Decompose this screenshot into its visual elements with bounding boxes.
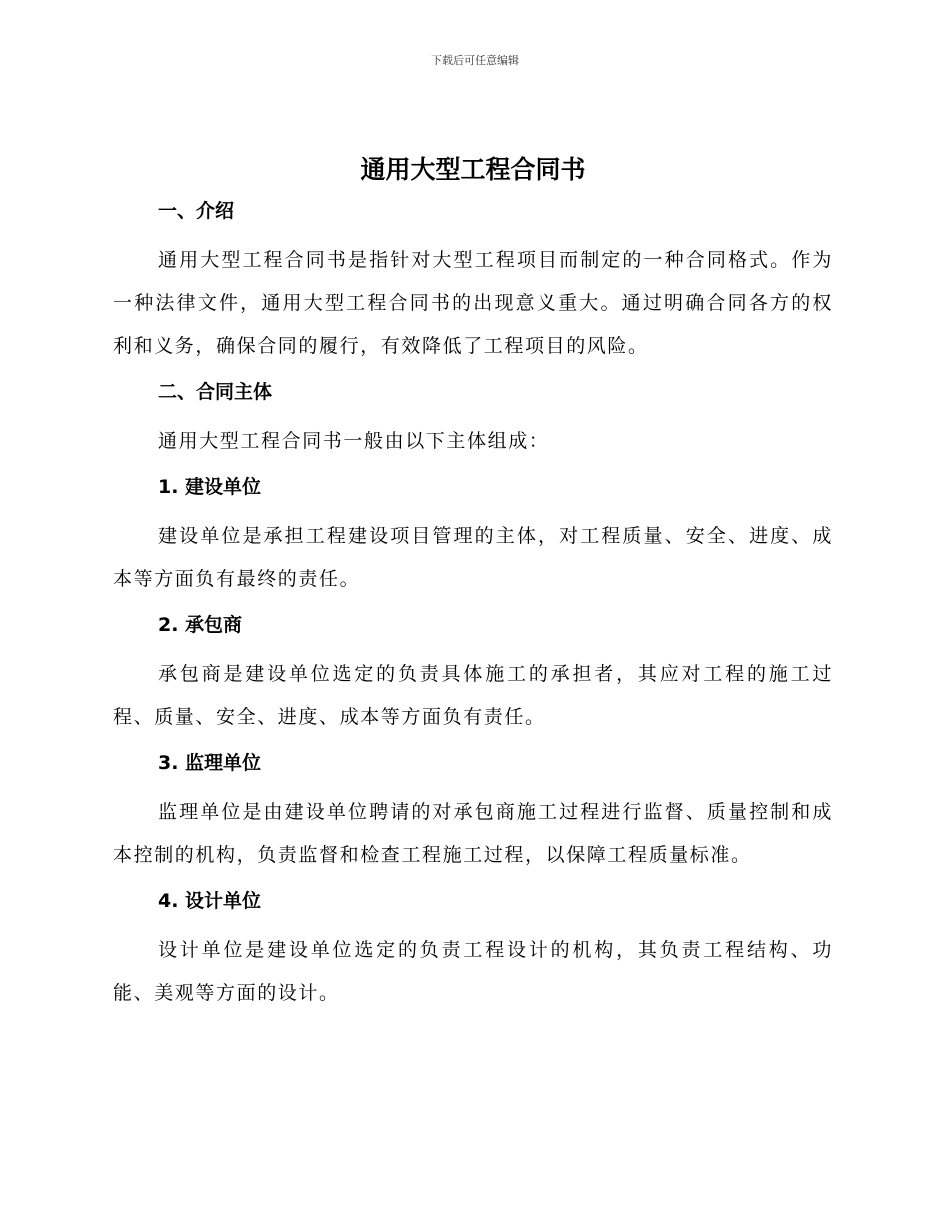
- section-heading-intro: 一、介绍: [158, 200, 235, 222]
- section-heading-parties: 二、合同主体: [158, 381, 273, 403]
- section-text-intro: 通用大型工程合同书是指针对大型工程项目而制定的一种合同格式。作为一种法律文件，通用大型工程合同书的出现意义重大。通过明确合同各方的权利和义务，确保合同的履行，有效降低了工程项目的风险。: [113, 249, 833, 357]
- subject-text-contractor: 承包商是建设单位选定的负责具体施工的承担者，其应对工程的施工过程、质量、安全、进度、成本等方面负有责任。: [113, 663, 833, 728]
- subject-text-supervision-unit: 监理单位是由建设单位聘请的对承包商施工过程进行监督、质量控制和成本控制的机构，负责监督和检查工程施工过程，以保障工程质量标准。: [113, 801, 833, 866]
- subject-heading-design-unit: 4. 设计单位: [158, 890, 262, 912]
- subject-heading-supervision-unit: 3. 监理单位: [158, 752, 262, 774]
- subject-text-design-unit: 设计单位是建设单位选定的负责工程设计的机构，其负责工程结构、功能、美观等方面的设计。: [113, 939, 833, 1004]
- header-note: 下载后可任意编辑: [431, 54, 519, 67]
- section-text-parties: 通用大型工程合同书一般由以下主体组成：: [158, 430, 550, 452]
- subject-heading-contractor: 2. 承包商: [158, 614, 243, 636]
- document-body: [113, 148, 833, 1020]
- subject-heading-construction-unit: 1. 建设单位: [158, 476, 262, 498]
- document-title: 通用大型工程合同书: [360, 155, 586, 184]
- subject-text-construction-unit: 建设单位是承担工程建设项目管理的主体，对工程质量、安全、进度、成本等方面负有最终的责任。: [113, 525, 833, 590]
